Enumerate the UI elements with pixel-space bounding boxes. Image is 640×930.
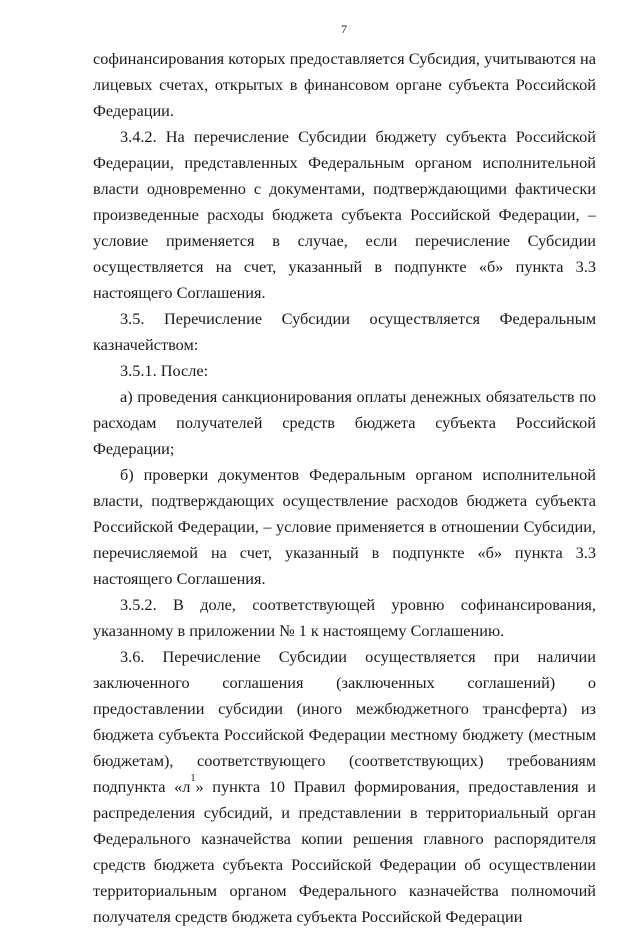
paragraph-3-6-text-start: 3.6. Перечисление Субсидии осуществляется при наличии заключенного соглашения (заключенных соглашений) о предоставлении субсидии (иного межбюджетного трансферта) из бюджета субъекта Российской Федерации местному бюджету (местным бюджетам), соответствующего (соответствующих) требованиям подпункта «л [93,647,596,796]
page-number: 7 [341,22,347,36]
paragraph-3-6 [93,644,596,930]
paragraph-3-5-1: 3.5.1. После: [120,361,209,380]
paragraph-3-6-text-end: » пункта 10 Правил формирования, предоставления и распределения субсидий, и представлении в территориальный орган Федерального казначейства копии решения главного распорядителя средств бюджета субъекта Российской Федерации об осуществлении территориальным органом Федерального казначейства полномочий получателя средств бюджета субъекта Российской Федерации [93,777,596,926]
paragraph-3-5-2: 3.5.2. В доле, соответствующей уровню софинансирования, указанному в приложении № 1 к настоящему Соглашению. [93,595,596,640]
document-body [93,46,596,930]
paragraph-3-5: 3.5. Перечисление Субсидии осуществляется Федеральным казначейством: [93,309,596,354]
paragraph-continuation: софинансирования которых предоставляется Субсидия, учитываются на лицевых счетах, открытых в финансовом органе субъекта Российской Федерации. [93,49,596,120]
superscript-marker: 1 [190,773,196,784]
paragraph-3-5-1-a: а) проведения санкционирования оплаты денежных обязательств по расходам получателей средств бюджета субъекта Российской Федерации; [93,387,596,458]
paragraph-3-4-2: 3.4.2. На перечисление Субсидии бюджету субъекта Российской Федерации, представленных Федеральным органом исполнительной власти одновременно с документами, подтверждающими фактически произведенные расходы бюджета субъекта Российской Федерации, – условие применяется в случае, если перечисление Субсидии осуществляется на счет, указанный в подпункте «б» пункта 3.3 настоящего Соглашения. [93,127,596,302]
paragraph-3-5-1-b: б) проверки документов Федеральным органом исполнительной власти, подтверждающих осуществление расходов бюджета субъекта Российской Федерации, – условие применяется в отношении Субсидии, перечисляемой на счет, указанный в подпункте «б» пункта 3.3 настоящего Соглашения. [93,465,596,588]
